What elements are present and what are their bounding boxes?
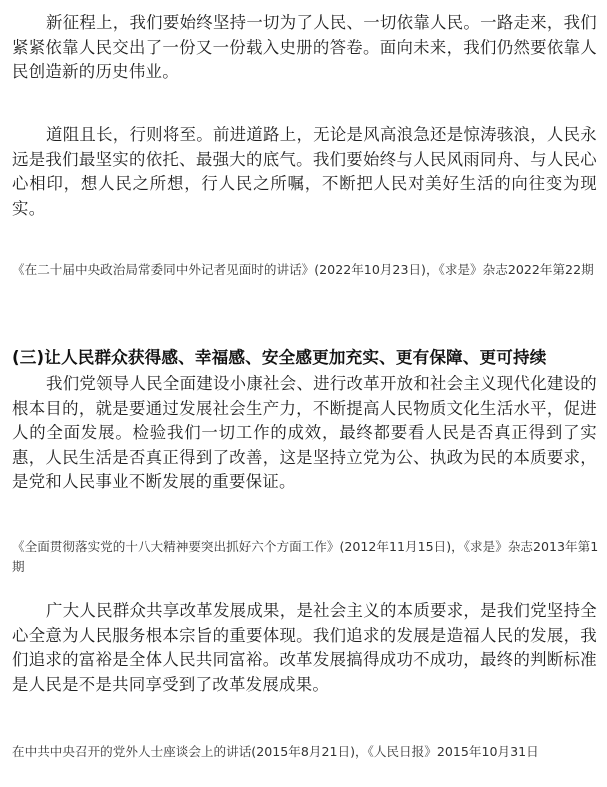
- paragraph-3: 我们党领导人民全面建设小康社会、进行改革开放和社会主义现代化建设的根本目的，就是要通过发展社会生产力，不断提高人民物质文化生活水平，促进人的全面发展。检验我们一切工作的成效，最终都要看人民是否真正得到了实惠，人民生活是否真正得到了改善，这是坚持立党为公、执政为民的本质要求，是党和人民事业不断发展的重要保证。: [12, 374, 597, 491]
- paragraph-4: 广大人民群众共享改革发展成果，是社会主义的本质要求，是我们党坚持全心全意为人民服务根本宗旨的重要体现。我们追求的发展是造福人民的发展，我们追求的富裕是全体人民共同富裕。改革发展搞得成功不成功，最终的判断标准是人民是不是共同享受到了改革发展成果。: [12, 601, 597, 694]
- paragraph-2: 道阻且长，行则将至。前进道路上，无论是风高浪急还是惊涛骇浪，人民永远是我们最坚实的依托、最强大的底气。我们要始终与人民风雨同舟、与人民心心相印，想人民之所想，行人民之所嘱，不断把人民对美好生活的向往变为现实。: [12, 125, 597, 218]
- source-citation-1: 《在二十届中央政治局常委同中外记者见面时的讲话》(2022年10月23日)，《求是》杂志2022年第22期: [12, 262, 594, 277]
- paragraph-1: 新征程上，我们要始终坚持一切为了人民、一切依靠人民。一路走来，我们紧紧依靠人民交出了一份又一份载入史册的答卷。面向未来，我们仍然要依靠人民创造新的历史伟业。: [12, 13, 597, 81]
- section-title: (三)让人民群众获得感、幸福感、安全感更加充实、更有保障、更可持续: [12, 348, 547, 367]
- source-citation-3: 在中共中央召开的党外人士座谈会上的讲话(2015年8月21日)，《人民日报》2015年10月31日: [12, 744, 539, 759]
- source-citation-2: 《全面贯彻落实党的十八大精神要突出抓好六个方面工作》(2012年11月15日)，《求是》杂志2013年第1期: [12, 539, 599, 574]
